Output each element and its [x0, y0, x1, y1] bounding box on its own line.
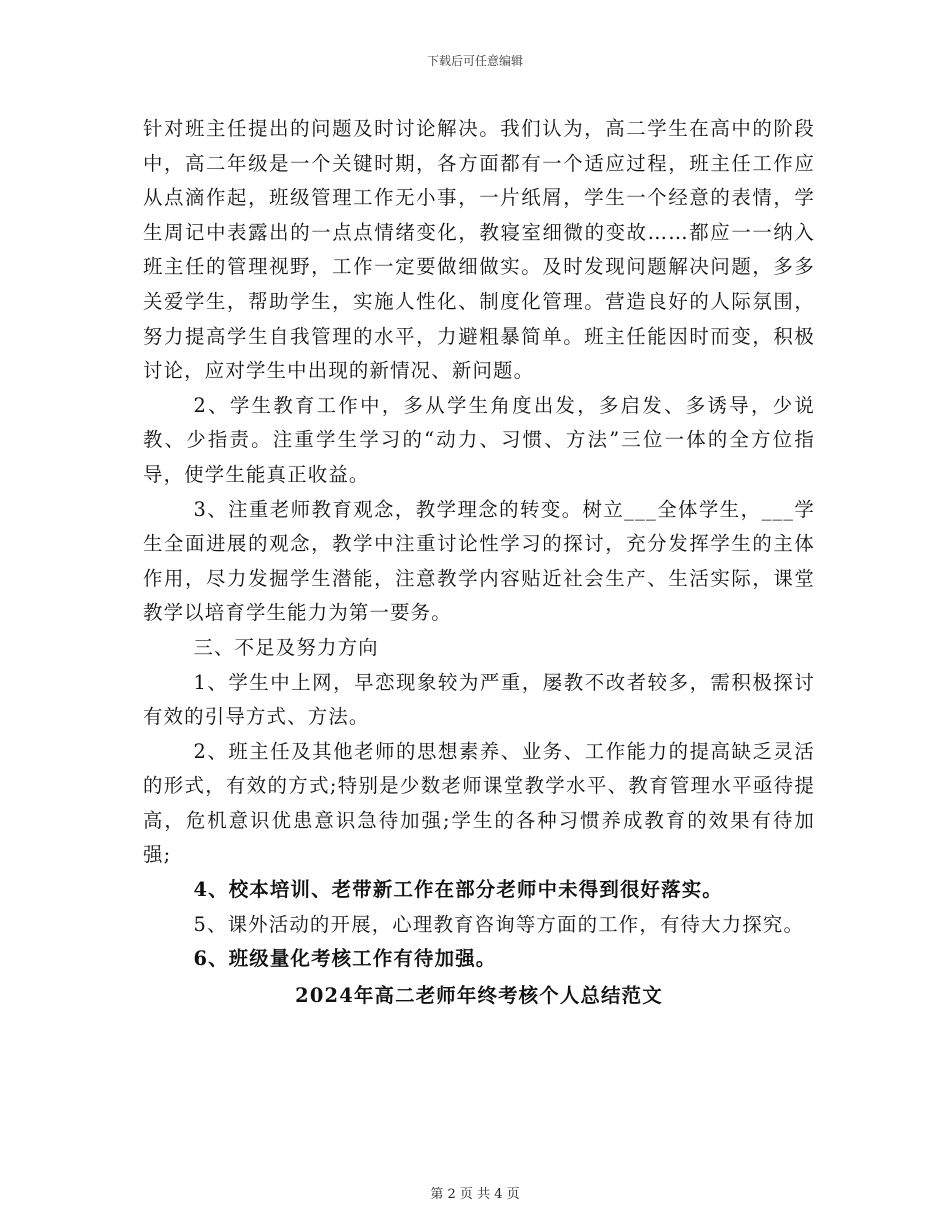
page-header: 下载后可任意编辑: [426, 54, 523, 68]
paragraph-continuation: 针对班主任提出的问题及时讨论解决。我们认为，高二学生在高中的阶段中，高二年级是一个关键时期，各方面都有一个适应过程，班主任工作应从点滴作起，班级管理工作无小事，一片纸屑，学生一个经意的表情，学生周记中表露出的一点点情绪变化，教寝室细微的变故……都应一一纳入班主任的管理视野，工作一定要做细做实。及时发现问题解决问题，多多关爱学生，帮助学生，实施人性化、制度化管理。营造良好的人际氛围，努力提高学生自我管理的水平，力避粗暴简单。班主任能因时而变，积极讨论，应对学生中出现的新情况、新问题。: [143, 117, 815, 383]
shortcoming-item-1: 1、学生中上网，早恋现象较为严重，屡教不改者较多，需积极探讨有效的引导方式、方法。: [143, 670, 815, 729]
document-body: [143, 112, 815, 1013]
page-footer: 第 2 页 共 4 页: [430, 1187, 520, 1202]
paragraph-item-3: 3、注重老师教育观念，教学理念的转变。树立___全体学生，___学生全面进展的观念，教学中注重讨论性学习的探讨，充分发挥学生的主体作用，尽力发掘学生潜能，注意教学内容贴近社会生产、生活实际，课堂教学以培育学生能力为第一要务。: [143, 497, 815, 625]
section-heading-3: 三、不足及努力方向: [193, 635, 379, 659]
shortcoming-item-6: 6、班级量化考核工作有待加强。: [193, 947, 497, 971]
paragraph-item-2: 2、学生教育工作中，多从学生角度出发，多启发、多诱导，少说教、少指责。注重学生学习的“动力、习惯、方法”三位一体的全方位指导，使学生能真正收益。: [143, 393, 815, 486]
shortcoming-item-2: 2、班主任及其他老师的思想素养、业务、工作能力的提高缺乏灵活的形式，有效的方式;特别是少数老师课堂教学水平、教育管理水平亟待提高，危机意识优患意识急待加强;学生的各种习惯养成教育的效果有待加强;: [143, 739, 815, 867]
shortcoming-item-5: 5、课外活动的开展，心理教育咨询等方面的工作，有待大力探究。: [193, 912, 805, 936]
document-title: 2024年高二老师年终考核个人总结范文: [295, 983, 663, 1007]
shortcoming-item-4: 4、校本培训、老带新工作在部分老师中未得到很好落实。: [193, 878, 723, 902]
